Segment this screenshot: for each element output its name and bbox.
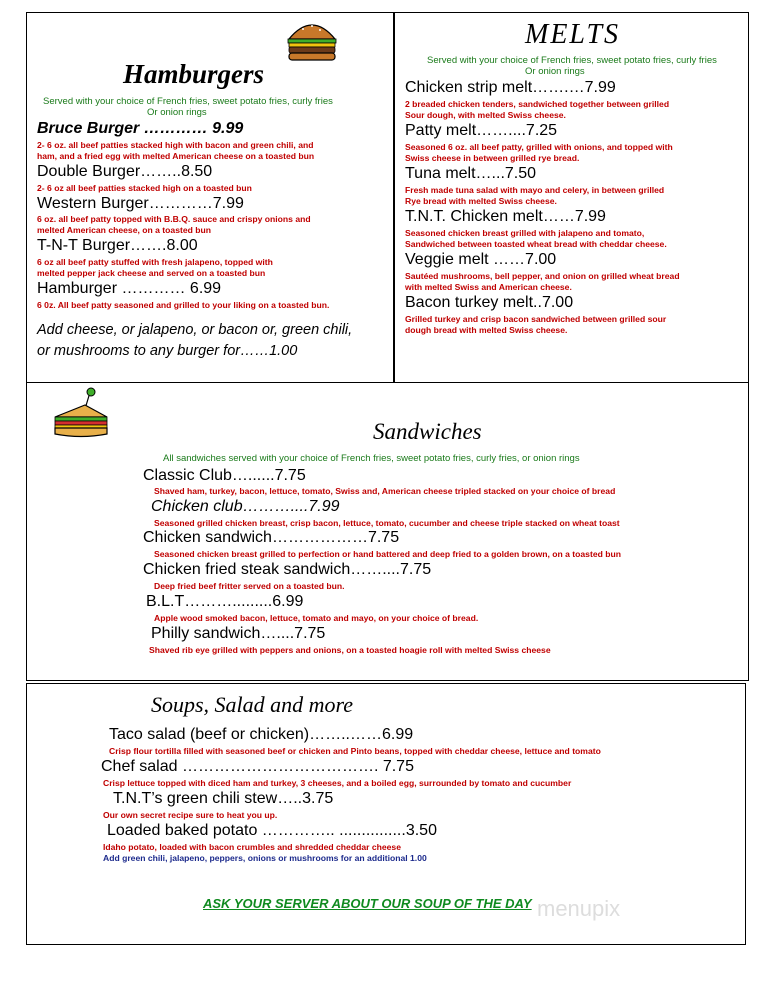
item-desc: ham, and a fried egg with melted American cheese on a toasted bun [37, 151, 315, 161]
item-name: T-N-T Burger…….8.00 [37, 237, 198, 254]
item-name: Chicken sandwich………………7.75 [143, 529, 400, 546]
item-desc: Seasoned 6 oz. all beef patty, grilled with onions, and topped with [405, 142, 673, 152]
item-desc: Seasoned grilled chicken breast, crisp bacon, lettuce, tomato, cucumber and cheese triple stacked on wheat toast [154, 518, 620, 528]
item-name: Taco salad (beef or chicken)……..……6.99 [109, 726, 414, 743]
item-desc: Swiss cheese in between grilled rye bread. [405, 153, 580, 163]
item-desc: melted pepper jack cheese and served on a toasted bun [37, 268, 266, 278]
item-desc: Crisp lettuce topped with diced ham and turkey, 3 cheeses, and a boiled egg, surrounded by tomato and cucumber [103, 778, 572, 788]
hamburgers-note-line2: Or onion rings [147, 107, 207, 118]
watermark: menupix [537, 896, 621, 921]
item-name: Chef salad ………………………………. 7.75 [101, 758, 414, 775]
soups-section [26, 683, 746, 945]
item-name: T.N.T’s green chili stew…..3.75 [113, 790, 334, 807]
item-desc: dough bread with melted Swiss cheese. [405, 325, 568, 335]
item-desc: Crisp flour tortilla filled with seasoned beef or chicken and Pinto beans, topped with cheddar cheese, lettuce and tomato [109, 746, 601, 756]
item-name: Tuna melt…...7.50 [405, 165, 537, 182]
item-name: Classic Club…......7.75 [143, 467, 306, 484]
soups-title: Soups, Salad and more [151, 692, 354, 717]
item-name: Bruce Burger ………… 9.99 [37, 120, 244, 137]
sandwiches-title: Sandwiches [373, 419, 482, 444]
item-name: Western Burger…………7.99 [37, 195, 244, 212]
hamburgers-note-line1: Served with your choice of French fries, sweet potato fries, curly fries [43, 96, 333, 107]
menu-item [37, 120, 243, 138]
melts-note-line2: Or onion rings [525, 66, 585, 77]
item-desc: Shaved rib eye grilled with peppers and onions, on a toasted hoagie roll with melted Swiss cheese [149, 645, 551, 655]
item-name: Hamburger ………… 6.99 [37, 280, 222, 297]
item-name: Double Burger……..8.50 [37, 163, 213, 180]
item-name: Chicken strip melt…….…7.99 [405, 79, 616, 96]
item-desc: 2- 6 oz all beef patties stacked high on a toasted bun [37, 183, 252, 193]
item-desc: 2 breaded chicken tenders, sandwiched together between grilled [405, 99, 670, 109]
item-name: Loaded baked potato ………….. ...............3.50 [107, 822, 437, 839]
item-name: Bacon turkey melt..7.00 [405, 294, 574, 311]
burger-addon-line1: Add cheese, or jalapeno, or bacon or, green chili, [37, 322, 353, 338]
item-name: Chicken fried steak sandwich……....7.75 [143, 561, 432, 578]
melts-note-line1: Served with your choice of French fries, sweet potato fries, curly fries [427, 55, 717, 66]
item-desc: Our own secret recipe sure to heat you up. [103, 810, 278, 820]
sandwich-icon [51, 387, 111, 445]
item-name: Philly sandwich…....7.75 [151, 625, 326, 642]
melts-section [394, 12, 749, 383]
item-desc: 2- 6 oz. all beef patties stacked high with bacon and green chili, and [37, 140, 314, 150]
hamburgers-title: Hamburgers [123, 59, 265, 89]
sandwiches-section [26, 382, 749, 681]
item-desc: with melted Swiss and American cheese. [405, 282, 572, 292]
melts-title: MELTS [525, 19, 621, 50]
item-desc: Deep fried beef fritter served on a toasted bun. [154, 581, 345, 591]
item-desc: Seasoned chicken breast grilled with jalapeno and tomato, [405, 228, 645, 238]
sandwiches-note: All sandwiches served with your choice of French fries, sweet potato fries, curly fries, or onion rings [163, 453, 580, 464]
burger-addon-line2: or mushrooms to any burger for……1.00 [37, 343, 298, 359]
item-name: Veggie melt ……7.00 [405, 251, 557, 268]
item-desc: Rye bread with melted Swiss cheese. [405, 196, 557, 206]
item-name: Chicken club………....7.99 [151, 498, 340, 515]
item-desc: melted American cheese, on a toasted bun [37, 225, 211, 235]
item-name: B.L.T……….........6.99 [146, 593, 304, 610]
item-desc: Sour dough, with melted Swiss cheese. [405, 110, 566, 120]
item-name: T.N.T. Chicken melt……7.99 [405, 208, 606, 225]
item-desc: 6 oz. all beef patty topped with B.B.Q. sauce and crispy onions and [37, 214, 311, 224]
hamburgers-section [26, 12, 394, 383]
soups-addon: Add green chili, jalapeno, peppers, onions or mushrooms for an additional 1.00 [103, 853, 427, 863]
item-desc: Apple wood smoked bacon, lettuce, tomato and mayo, on your choice of bread. [154, 613, 479, 623]
item-desc: Fresh made tuna salad with mayo and celery, in between grilled [405, 185, 665, 195]
item-desc: Idaho potato, loaded with bacon crumbles and shredded cheddar cheese [103, 842, 401, 852]
hamburger-icon [285, 17, 339, 63]
item-desc: Shaved ham, turkey, bacon, lettuce, tomato, Swiss and, American cheese tripled stacked on your choice of bread [154, 486, 616, 496]
item-desc: Sandwiched between toasted wheat bread with cheddar cheese. [405, 239, 667, 249]
item-desc: 6 0z. All beef patty seasoned and grilled to your liking on a toasted bun. [37, 300, 330, 310]
item-desc: 6 oz all beef patty stuffed with fresh jalapeno, topped with [37, 257, 273, 267]
item-desc: Grilled turkey and crisp bacon sandwiched between grilled sour [405, 314, 667, 324]
soup-of-the-day-footer: ASK YOUR SERVER ABOUT OUR SOUP OF THE DAY [203, 896, 532, 911]
item-name: Patty melt……....7.25 [405, 122, 558, 139]
item-desc: Seasoned chicken breast grilled to perfection or hand battered and deep fried to a golden brown, on a toasted bun [154, 549, 621, 559]
item-desc: Sautéed mushrooms, bell pepper, and onion on grilled wheat bread [405, 271, 680, 281]
